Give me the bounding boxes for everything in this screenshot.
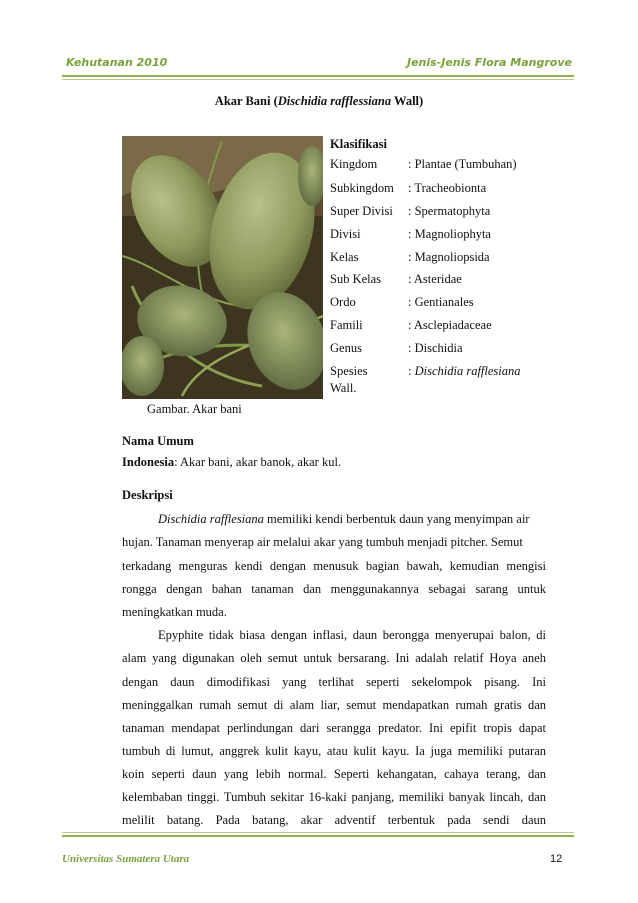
klasifikasi-heading: Klasifikasi: [330, 137, 387, 151]
klasifikasi-row: Kelas : Magnoliopsida: [330, 250, 490, 264]
header-left: Kehutanan 2010: [66, 56, 168, 69]
paragraph-line: terkadang menguras kendi dengan menusuk bagian bawah, kemudian mengisi: [122, 559, 546, 573]
klasifikasi-row: Sub Kelas : Asteridae: [330, 272, 462, 286]
klasifikasi-row: Divisi : Magnoliophyta: [330, 227, 491, 241]
klasifikasi-row: Famili : Asclepiadaceae: [330, 318, 492, 332]
page-title: Akar Bani (Dischidia rafflessiana Wall): [214, 94, 424, 108]
paragraph-line: hujan. Tanaman menyerap air melalui akar yang tumbuh menjadi pitcher. Semut: [122, 535, 523, 549]
paragraph-line: alam yang digunakan oleh semut untuk bersarang. Ini adalah relatif Hoya aneh: [122, 651, 546, 665]
paragraph-line: dengan daun dimodifikasi yang terlihat seperti sekelompok pisang. Ini: [122, 675, 546, 689]
paragraph-line: Epyphite tidak biasa dengan inflasi, daun berongga menyerupai balon, di: [158, 628, 546, 642]
klasifikasi-row: Genus : Dischidia: [330, 341, 463, 355]
nama-umum-heading: Nama Umum: [122, 434, 194, 448]
paragraph-line: tanaman mendapat perlindungan dari serangga predator. Ini epifit tropis dapat: [122, 721, 546, 735]
klasifikasi-row: Super Divisi : Spermatophyta: [330, 204, 491, 218]
klasifikasi-wall: Wall.: [330, 381, 357, 395]
klasifikasi-row: Ordo : Gentianales: [330, 295, 474, 309]
footer-rule-thin: [62, 832, 574, 833]
footer-university: Universitas Sumatera Utara: [62, 853, 190, 865]
klasifikasi-row: Kingdom : Plantae (Tumbuhan): [330, 157, 517, 171]
paragraph-line: tumbuh di lumut, anggrek kulit kayu, atau kulit kayu. Ia juga memiliki putaran: [122, 744, 546, 758]
klasifikasi-row: Subkingdom : Tracheobionta: [330, 181, 487, 195]
paragraph-line: meninggalkan rumah semut di alam liar, semut mendapatkan rumah gratis dan: [122, 698, 546, 712]
image-caption: Gambar. Akar bani: [147, 402, 242, 416]
paragraph-line: koin seperti daun yang lebih normal. Seperti kehangatan, cahaya terang, dan: [122, 767, 546, 781]
deskripsi-heading: Deskripsi: [122, 488, 173, 502]
paragraph-line: rongga dengan bahan tanaman dan menggunakannya sebagai sarang untuk: [122, 582, 546, 596]
paragraph-line: kelembaban tinggi. Tumbuh sekitar 16-kaki panjang, memiliki banyak lincah, dan: [122, 790, 546, 804]
header-right: Jenis-Jenis Flora Mangrove: [406, 56, 572, 69]
header-rule-thin: [62, 79, 574, 80]
paragraph-line: Dischidia rafflesiana memiliki kendi berbentuk daun yang menyimpan air: [158, 512, 530, 526]
paragraph-line: melilit batang. Pada batang, akar adventif terbentuk pada sendi daun: [122, 813, 546, 827]
footer-rule: [62, 835, 574, 837]
plant-photo: [122, 136, 323, 399]
paragraph-line: meningkatkan muda.: [122, 605, 227, 619]
header-rule: [62, 75, 574, 77]
klasifikasi-row: Spesies : Dischidia rafflesiana: [330, 364, 521, 378]
page-number: 12: [550, 853, 563, 865]
nama-umum-text: Indonesia: Akar bani, akar banok, akar kul.: [122, 455, 342, 469]
